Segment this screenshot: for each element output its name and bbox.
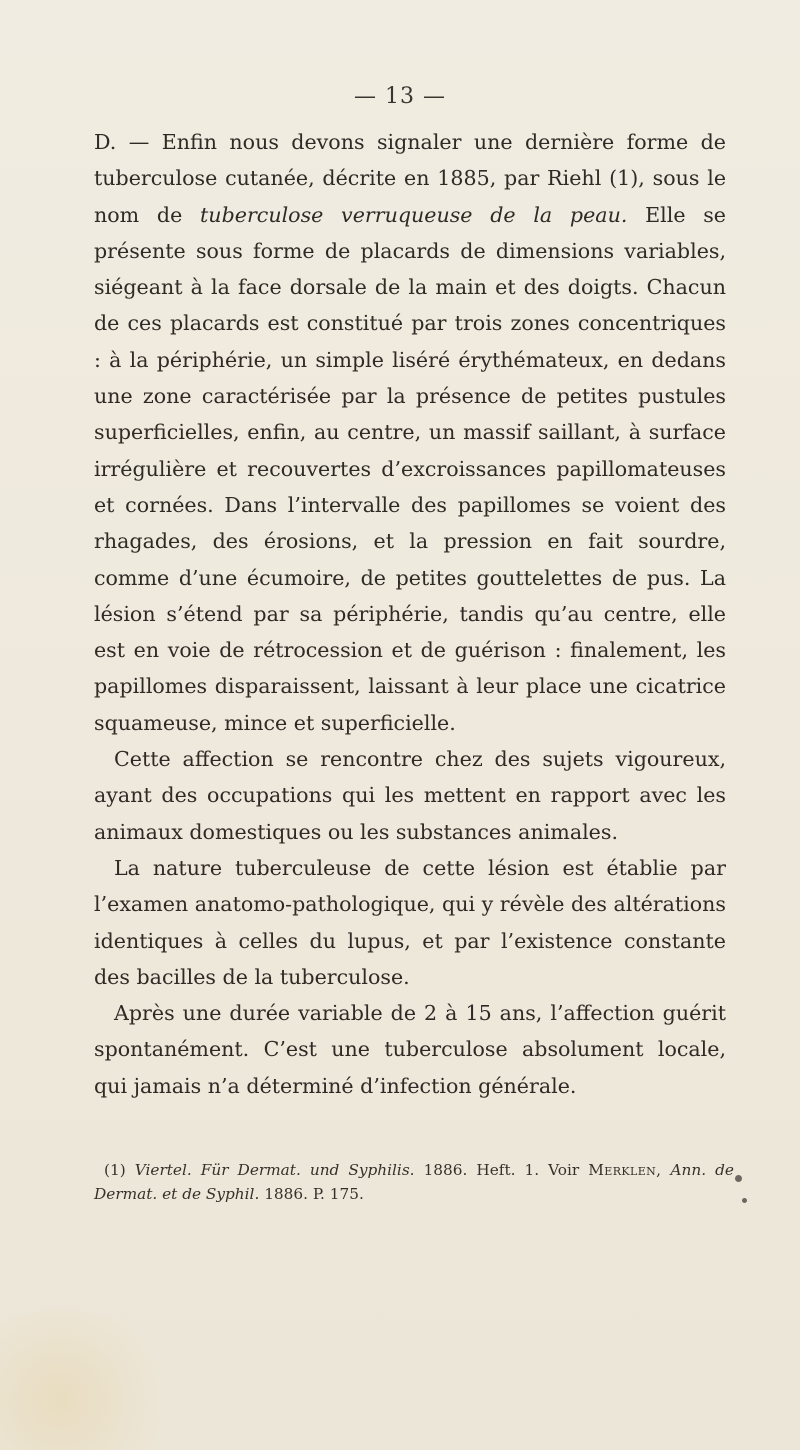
- footnote-details-2: 1886. P. 175.: [264, 1185, 364, 1203]
- paragraph-d-part-2: sous le nom de: [94, 166, 727, 227]
- ink-speck-icon: [735, 1175, 742, 1182]
- paragraph-d-part-1: D. — Enfin nous devons signaler une dernière forme de tuberculose cutanée, décrite en 1885, par Riehl (1),: [94, 130, 726, 191]
- page-number: — 13 —: [354, 84, 446, 109]
- footnote-author: Merklen,: [588, 1161, 662, 1179]
- paragraph-d: [94, 124, 726, 741]
- footnote-citation-2: Ann. de Dermat. et de Syphil.: [94, 1161, 734, 1203]
- footnote-details-1: 1886. Heft. 1. Voir: [423, 1161, 580, 1179]
- paragraph-nature: La nature tuberculeuse de cette lésion est établie par l’examen anatomo-pathologique, qui y révèle des altérations identiques à celles du lupus, et par l’existence constante des bacilles de la tuberculose.: [94, 855, 726, 989]
- paper-stain: [0, 1310, 180, 1450]
- footnote-text: [94, 1158, 734, 1206]
- paragraph-affection: Cette affection se rencontre chez des sujets vigoureux, ayant des occupations qui les mettent en rapport avec les animaux domestiques ou les substances animales.: [94, 747, 726, 844]
- footnote-marker: (1): [104, 1161, 126, 1179]
- paragraph-d-part-3: Elle se présente sous forme de placards de dimensions variables, siégeant à la face dorsale de la main et des doigts. Chacun de ces placards est constitué par trois zones concentriques : à la périphérie, un simple liséré érythémateux, en dedans une zone caractérisée par la présence de petites pustules superficielles, enfin, au centre, un massif saillant, à surface irrégulière et recouvertes d’excroissances papillomateuses et cornées. Dans l’intervalle des papillomes se voient des rhagades, des érosions, et la pression en fait sourdre, comme d’une écumoire, de petites gouttelettes de pus. La lésion s’étend par sa périphérie, tandis qu’au centre, elle est en voie de rétrocession et de guérison : finalement, les papillomes disparaissent, laissant à leur place une cicatrice squameuse, mince et superficielle.: [94, 202, 726, 735]
- footnote: [94, 1158, 734, 1206]
- ink-speck-icon: [742, 1198, 747, 1203]
- disease-name: tuberculose verruqueuse de la peau.: [200, 202, 628, 227]
- body-text: [94, 124, 726, 1104]
- footnote-citation-1: Viertel. Für Dermat. und Syphilis.: [134, 1161, 415, 1179]
- paragraph-duration: Après une durée variable de 2 à 15 ans, l’affection guérit spontanément. C’est une tuberculose absolument locale, qui jamais n’a déterminé d’infection générale.: [94, 1001, 726, 1098]
